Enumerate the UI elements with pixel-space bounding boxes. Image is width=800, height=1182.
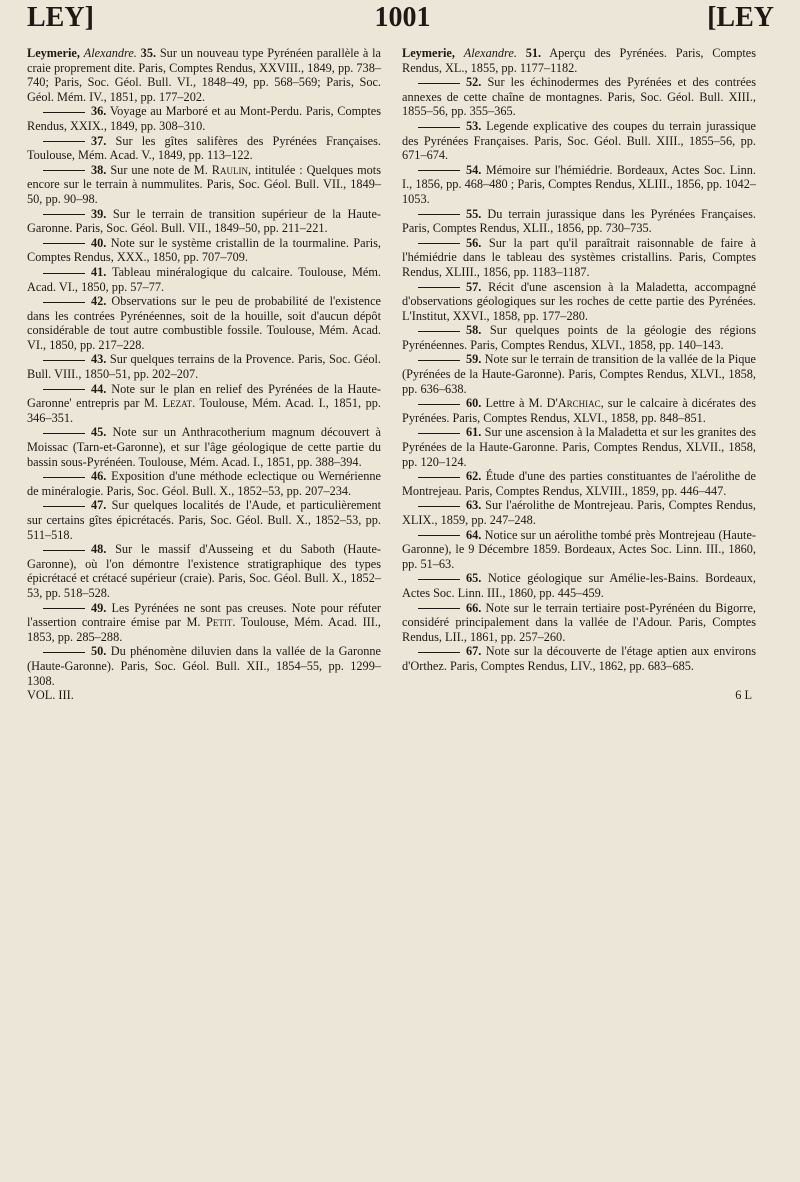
entry-text: Sur le terrain de transition supérieur de la Haute-Garonne. Paris, Soc. Géol. Bull. VII., 1849–50, pp. 211–221. <box>27 206 381 236</box>
entry-text: Sur le massif d'Ausseing et du Saboth (Haute-Garonne), où l'on démontre l'existence stratigraphique des types épicrétacé et crétacé supérieur (craie). Paris, Soc. Géol. Bull. X., 1852–53, pp. 518–528. <box>27 542 381 600</box>
entry-text: Observations sur le peu de probabilité de l'existence dans les contrées Pyrénéennes, soit de la houille, soit d'aucun dépôt considérable de tout autre combustible fossile. Toulouse, Mém. Acad. VI., 1850, pp. 217–228. <box>27 294 381 352</box>
cited-name: Petit <box>205 615 233 630</box>
ditto-rule <box>43 433 85 434</box>
ditto-rule <box>43 608 85 609</box>
entry-number: 45. <box>91 425 107 440</box>
entry-number: 58. <box>466 323 482 338</box>
header-left: LEY] <box>27 2 94 33</box>
entry-number: 44. <box>91 381 107 396</box>
bibliography-entry <box>27 425 381 469</box>
bibliography-entry <box>27 469 381 498</box>
entry-number: 49. <box>91 600 107 615</box>
entry-text: Sur une ascension à la Maladetta et sur les granites des Pyrénées de la Haute-Garonne. Paris, Comptes Rendus, XLVII., 1858, pp. 120–124. <box>402 425 757 469</box>
bibliography-entry <box>402 163 756 207</box>
ditto-rule <box>43 506 85 507</box>
entry-text: Note sur le système cristallin de la tourmaline. Paris, Comptes Rendus, XXX., 1850, pp. 707–709. <box>27 235 382 265</box>
bibliography-entry <box>402 207 756 236</box>
entry-text: Sur quelques terrains de la Provence. Paris, Soc. Géol. Bull. VIII., 1850–51, pp. 202–207. <box>27 352 381 382</box>
cited-name: Raulin <box>211 162 248 177</box>
bibliography-entry <box>402 528 756 572</box>
author-given-name: Alexandre. <box>83 46 137 60</box>
entry-text: Mémoire sur l'hémiédrie. Bordeaux, Actes Soc. Linn. I., 1856, pp. 468–480 ; Paris, Comptes Rendus, XLIII., 1856, pp. 1042–1053. <box>402 162 757 206</box>
entry-text: Note sur le terrain de transition de la vallée de la Pique (Pyrénées de la Haute-Garonne). Paris, Comptes Rendus, XLVI., 1858, pp. 636–638. <box>402 352 757 396</box>
entry-text: . Toulouse, Mém. Acad. III., 1853, pp. 285–288. <box>27 615 381 644</box>
right-column <box>402 46 756 688</box>
bibliography-entry <box>27 498 381 542</box>
bibliography-entry <box>27 352 381 381</box>
ditto-rule <box>418 127 460 128</box>
entry-text: Sur quelques localités de l'Aude, et particulièrement sur certains gîtes épicrétacés. Paris, Soc. Géol. Bull. X., 1852–53, pp. 511–518. <box>27 498 382 542</box>
ditto-rule <box>418 652 460 653</box>
entry-number: 63. <box>466 498 482 513</box>
entry-text: Note sur le plan en relief des Pyrénées de la Haute-Garonne' entrepris par M. <box>27 381 382 411</box>
header-right: [LEY <box>707 2 774 33</box>
entry-text: Exposition d'une méthode eclectique ou Wernérienne de minéralogie. Paris, Soc. Géol. Bull. X., 1852–53, pp. 207–234. <box>27 469 381 498</box>
bibliography-entry <box>27 163 381 207</box>
entry-text: Sur une note de M. <box>110 162 208 177</box>
entry-text: Du terrain jurassique dans les Pyrénées Françaises. Paris, Comptes Rendus, XLII., 1856, pp. 730–735. <box>402 206 756 236</box>
entry-number: 54. <box>466 162 482 177</box>
ditto-rule <box>418 579 460 580</box>
cited-name: Lezat <box>162 396 193 411</box>
bibliography-entry <box>27 542 381 600</box>
ditto-rule <box>418 477 460 478</box>
cited-name: D'Archiac <box>546 396 601 411</box>
ditto-rule <box>43 652 85 653</box>
entry-text: Aperçu des Pyrénées. Paris, Comptes Rendus, XL., 1855, pp. 1177–1182. <box>402 46 756 75</box>
entry-number: 57. <box>466 279 482 294</box>
entry-text: Sur l'aérolithe de Montrejeau. Paris, Comptes Rendus, XLIX., 1859, pp. 247–248. <box>402 498 756 527</box>
entry-text: Sur quelques points de la géologie des régions Pyrénéennes. Paris, Comptes Rendus, XLVI., 1858, pp. 140–143. <box>402 323 756 352</box>
bibliography-entry <box>27 104 381 133</box>
entry-text: Sur un nouveau type Pyrénéen parallèle à la craie proprement dite. Paris, Comptes Rendus, XXVIII., 1849, pp. 738–740; Paris, Soc. Géol. Bull. VI., 1848–49, pp. 568–569; Paris, Soc. Géol. Mém. IV., 1851, pp. 177–202. <box>27 46 382 104</box>
entry-text: Tableau minéralogique du calcaire. Toulouse, Mém. Acad. VI., 1850, pp. 57–77. <box>27 264 381 294</box>
ditto-rule <box>43 550 85 551</box>
bibliography-entry <box>402 280 756 324</box>
entry-number: 38. <box>91 162 107 177</box>
page-footer <box>27 688 778 703</box>
bibliography-entry <box>27 46 381 104</box>
bibliography-entry <box>402 601 756 645</box>
running-header <box>27 0 778 46</box>
entry-number: 36. <box>91 104 107 119</box>
entry-number: 40. <box>91 235 107 250</box>
bibliography-entry <box>402 323 756 352</box>
ditto-rule <box>418 287 460 288</box>
entry-number: 37. <box>91 133 107 148</box>
left-column <box>27 46 381 688</box>
bibliography-entry <box>402 644 756 673</box>
entry-text: Note sur le terrain tertiaire post-Pyrénéen du Bigorre, considéré principalement dans la vallée de l'Adour. Paris, Comptes Rendus, LII., 1861, pp. 257–260. <box>402 600 756 644</box>
entry-number: 39. <box>91 206 107 221</box>
entry-text: , sur le calcaire à dicérates des Pyrénées. Paris, Comptes Rendus, XLVI., 1858, pp. 848–851. <box>402 396 756 425</box>
bibliography-entry <box>402 498 756 527</box>
ditto-rule <box>418 360 460 361</box>
page-number: 1001 <box>374 2 431 33</box>
ditto-rule <box>43 141 85 142</box>
signature-mark: 6 L <box>735 688 752 703</box>
entry-number: 60. <box>466 396 482 411</box>
ditto-rule <box>418 170 460 171</box>
entry-number: 62. <box>466 469 482 484</box>
bibliography-entry <box>402 46 756 75</box>
entry-text: Voyage au Marboré et au Mont-Perdu. Paris, Comptes Rendus, XXIX., 1849, pp. 308–310. <box>27 104 381 133</box>
bibliography-entry <box>27 207 381 236</box>
bibliography-entry <box>402 352 756 396</box>
entry-number: 66. <box>466 600 482 615</box>
entry-text: Du phénomène diluvien dans la vallée de la Garonne (Haute-Garonne). Paris, Soc. Géol. Bull. XII., 1854–55, pp. 1299–1308. <box>27 644 381 688</box>
bibliography-entry <box>27 134 381 163</box>
ditto-rule <box>43 477 85 478</box>
entry-text: Sur les échinodermes des Pyrénées et des contrées annexes de cette chaîne de montagnes. Paris, Soc. Géol. Bull. XIII., 1855–56, pp. 355–365. <box>402 75 756 119</box>
bibliography-entry <box>402 396 756 425</box>
entry-text: Note sur un Anthracotherium magnum découvert à Moissac (Tarn-et-Garonne), et sur l'âge géologique de cette partie du bassin sous-Pyrénéen. Toulouse, Mém. Acad. I., 1851, pp. 388–394. <box>27 425 382 469</box>
entry-text: Notice géologique sur Amélie-les-Bains. Bordeaux, Actes Soc. Linn. III., 1860, pp. 445–459. <box>402 571 757 600</box>
entry-text: . Toulouse, Mém. Acad. I., 1851, pp. 346–351. <box>27 396 381 425</box>
entry-number: 46. <box>91 469 107 484</box>
ditto-rule <box>43 389 85 390</box>
entry-number: 56. <box>466 235 482 250</box>
bibliography-entry <box>27 265 381 294</box>
entry-text: Étude d'une des parties constituantes de l'aérolithe de Montrejeau. Paris, Comptes Rendus, XLVIII., 1859, pp. 446–447. <box>402 469 756 498</box>
entry-number: 41. <box>91 264 107 279</box>
entry-number: 53. <box>466 118 482 133</box>
entry-number: 50. <box>91 644 107 659</box>
bibliography-entry <box>27 644 381 688</box>
ditto-rule <box>43 273 85 274</box>
entry-number: 65. <box>466 571 482 586</box>
bibliography-entry <box>402 571 756 600</box>
entry-number: 43. <box>91 352 107 367</box>
bibliography-entry <box>27 236 381 265</box>
entry-number: 35. <box>140 46 157 60</box>
ditto-rule <box>418 214 460 215</box>
entry-number: 47. <box>91 498 107 513</box>
entry-number: 59. <box>466 352 482 367</box>
entry-number: 51. <box>525 46 542 60</box>
ditto-rule <box>418 331 460 332</box>
entry-number: 64. <box>466 527 482 542</box>
bibliography-entry <box>402 236 756 280</box>
entry-text: Sur la part qu'il paraîtrait raisonnable de faire à l'hémiédrie dans le tableau des systèmes cristallins. Paris, Comptes Rendus, XLIII., 1856, pp. 1183–1187. <box>402 235 756 279</box>
bibliography-entry <box>27 294 381 352</box>
entry-text: Note sur la découverte de l'étage aptien aux environs d'Orthez. Paris, Comptes Rendus, LIV., 1862, pp. 683–685. <box>402 644 757 673</box>
entry-text: , intitulée : Quelques mots encore sur le terrain à nummulites. Paris, Soc. Géol. Bull. VII., 1849–50, pp. 90–98. <box>27 162 381 206</box>
ditto-rule <box>43 243 85 244</box>
author-name: Leymerie, <box>402 46 455 60</box>
entry-text: Legende explicative des coupes du terrain jurassique des Pyrénées Françaises. Paris, Soc. Géol. Bull. XIII., 1855–56, pp. 671–674. <box>402 118 756 163</box>
ditto-rule <box>418 433 460 434</box>
ditto-rule <box>418 243 460 244</box>
entry-number: 48. <box>91 542 107 557</box>
ditto-rule <box>43 214 85 215</box>
bibliography-entry <box>402 425 756 469</box>
bibliography-entry <box>402 75 756 119</box>
entry-text: Notice sur un aérolithe tombé près Montrejeau (Haute-Garonne), le 9 Décembre 1859. Bordeaux, Actes Soc. Linn. III., 1860, pp. 51–63. <box>402 527 757 571</box>
entry-text: Sur les gîtes salifères des Pyrénées Françaises. Toulouse, Mém. Acad. V., 1849, pp. 113–122. <box>27 133 382 163</box>
entry-number: 67. <box>466 644 482 659</box>
author-name: Leymerie, <box>27 46 80 60</box>
volume-label: VOL. III. <box>27 688 74 703</box>
entry-number: 55. <box>466 206 482 221</box>
ditto-rule <box>418 83 460 84</box>
entry-text: Récit d'une ascension à la Maladetta, accompagné d'observations géologiques sur les roches de cette partie des Pyrénées. L'Institut, XXVI., 1858, pp. 177–280. <box>402 279 757 323</box>
ditto-rule <box>43 360 85 361</box>
entry-number: 52. <box>466 75 482 90</box>
author-given-name: Alexandre. <box>463 46 517 60</box>
entry-text: Les Pyrénées ne sont pas creuses. Note pour réfuter l'assertion contraire émise par M. <box>27 600 381 630</box>
ditto-rule <box>43 302 85 303</box>
ditto-rule <box>43 112 85 113</box>
entry-number: 61. <box>466 425 482 440</box>
ditto-rule <box>418 535 460 536</box>
bibliography-entry <box>27 601 381 645</box>
ditto-rule <box>418 608 460 609</box>
ditto-rule <box>418 404 460 405</box>
bibliography-entry <box>27 382 381 426</box>
bibliography-entry <box>402 469 756 498</box>
ditto-rule <box>43 170 85 171</box>
entry-text: Lettre à M. <box>485 396 543 411</box>
bibliography-entry <box>402 119 756 163</box>
entry-number: 42. <box>91 294 107 309</box>
ditto-rule <box>418 506 460 507</box>
